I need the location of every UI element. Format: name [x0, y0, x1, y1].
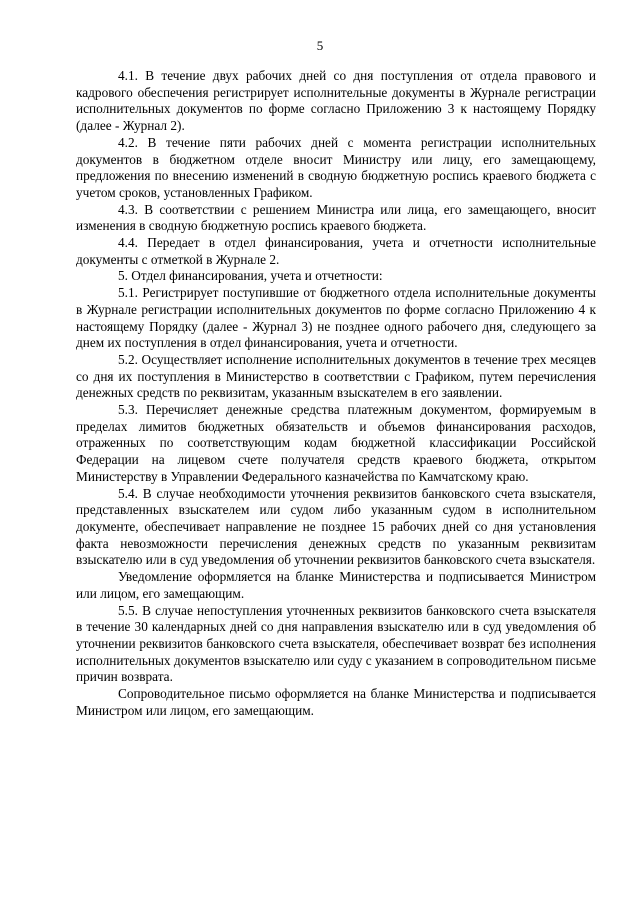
page-number: 5 [316, 38, 324, 53]
document-body [76, 68, 596, 719]
paragraph-4-3: 4.3. В соответствии с решением Министра или лица, его замещающего, вносит изменения в сводную бюджетную роспись краевого бюджета. [76, 201, 596, 234]
paragraph-notice: Уведомление оформляется на бланке Министерства и подписывается Министром или лицом, его замещающим. [76, 569, 596, 601]
paragraph-cover-letter: Сопроводительное письмо оформляется на бланке Министерства и подписывается Министром или лицом, его замещающим. [76, 686, 596, 718]
paragraph-5-5: 5.5. В случае непоступления уточненных реквизитов банковского счета взыскателя в течение 30 календарных дней со дня направления взыскателю или в суд уведомления об уточнении реквизитов банковского счета взыскателя, обеспечивает возврат без исполнения исполнительных документов взыскателю или суду с указанием в сопроводительном письме причин возврата. [76, 602, 596, 685]
paragraph-5-1: 5.1. Регистрирует поступившие от бюджетного отдела исполнительные документы в Журнале регистрации исполнительных документов по форме согласно Приложению 4 к настоящему Порядку (далее - Журнал 3) не позднее одного рабочего дня, следующего за днем их поступления в отдел финансирования, учета и отчетности. [76, 285, 596, 351]
section-5-heading: 5. Отдел финансирования, учета и отчетности: [118, 268, 383, 284]
paragraph-5-2: 5.2. Осуществляет исполнение исполнительных документов в течение трех месяцев со дня их поступления в Министерство в соответствии с Графиком, путем перечисления денежных средств по реквизитам, указанным взыскателем в его заявлении. [76, 351, 596, 401]
paragraph-5-3: 5.3. Перечисляет денежные средства платежным документом, формируемым в пределах лимитов бюджетных обязательств и объемов финансирования расходов, отраженных по соответствующим кодам бюджетной классификации Российской Федерации на лицевом счете получателя средств краевого бюджета, открытом Министерству в Управлении Федерального казначейства по Камчатскому краю. [76, 402, 596, 484]
paragraph-5-4: 5.4. В случае необходимости уточнения реквизитов банковского счета взыскателя, представленных взыскателем или судом либо указанным судом в исполнительном документе, обеспечивает направление не позднее 15 рабочих дней со дня установления факта невозможности перечисления денежных средств по указанным реквизитам взыскателю или в суд уведомления об уточнении реквизитов банковского счета взыскателя. [76, 485, 596, 568]
paragraph-4-4: 4.4. Передает в отдел финансирования, учета и отчетности исполнительные документы с отметкой в Журнале 2. [76, 235, 596, 267]
paragraph-4-2: 4.2. В течение пяти рабочих дней с момента регистрации исполнительных документов в бюджетном отделе вносит Министру или лицу, его замещающему, предложения по внесению изменений в сводную бюджетную роспись краевого бюджета с учетом сроков, установленных Графиком. [76, 134, 596, 200]
paragraph-4-1: 4.1. В течение двух рабочих дней со дня поступления от отдела правового и кадрового обеспечения регистрирует исполнительные документы в Журнале регистрации исполнительных документов по форме согласно Приложению 3 к настоящему Порядку (далее - Журнал 2). [76, 68, 596, 134]
